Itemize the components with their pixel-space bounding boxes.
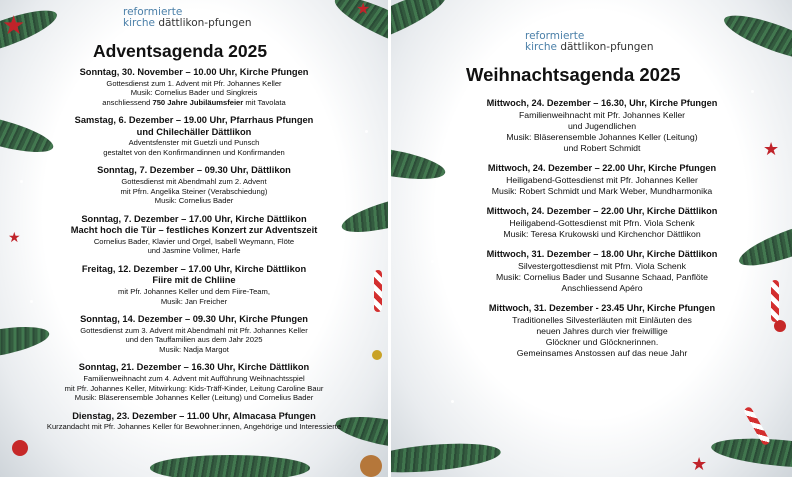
event-detail: Kurzandacht mit Pfr. Johannes Keller für Bewohner:innen, Angehörige und Interessierte xyxy=(46,422,342,432)
event-entry xyxy=(462,98,742,154)
event-detail: mit Pfrn. Angelika Steiner (Verabschiedung) xyxy=(120,186,268,196)
fir-branch-decoration xyxy=(391,439,502,477)
event-detail: Musik: Robert Schmidt und Mark Weber, Mundharmonika xyxy=(491,186,713,197)
event-detail: Musik: Cornelius Bader und Singkreis xyxy=(130,88,258,98)
event-highlight: 750 Jahre Jubiläumsfeier xyxy=(152,97,244,107)
logo-word-kirche: kirche xyxy=(123,17,155,29)
red-star-ornament-icon: ★ xyxy=(2,10,26,40)
event-detail: Heiligabend-Gottesdienst mit Pfrn. Viola Schenk xyxy=(509,217,695,228)
event-entry xyxy=(462,249,742,294)
event-detail: Gottesdienst zum 1. Advent mit Pfr. Johannes Keller xyxy=(106,78,282,88)
red-star-ornament-icon: ★ xyxy=(356,1,371,18)
advent-agenda-title: Adventsagenda 2025 xyxy=(93,41,268,61)
logo-word-kirche: kirche xyxy=(525,41,557,53)
event-entry xyxy=(462,163,742,197)
event-detail: mit Pfr. Johannes Keller, Mitwirkung: Kids-Träff-Kinder, Leitung Caroline Baur xyxy=(64,383,324,393)
event-detail: und Jasmine Vollmer, Harfe xyxy=(147,246,241,256)
event-heading: Sonntag, 7. Dezember – 09.30 Uhr, Dättlikon xyxy=(97,165,291,176)
event-heading: und Chilechäller Dättlikon xyxy=(136,126,252,137)
red-star-ornament-icon: ★ xyxy=(691,454,708,474)
event-detail: Musik: Cornelius Bader xyxy=(154,196,234,206)
event-detail: gestaltet von den Konfirmandinnen und Konfirmanden xyxy=(103,147,285,157)
event-heading: Mittwoch, 31. Dezember – 18.00 Uhr, Kirche Dättlikon xyxy=(486,249,718,260)
event-entry xyxy=(22,67,366,107)
event-heading: Macht hoch die Tür – festliches Konzert zur Adventszeit xyxy=(70,225,318,236)
fir-branch-decoration xyxy=(391,141,447,186)
logo-parish-name: dättlikon-pfungen xyxy=(560,41,654,53)
event-detail: Gemeinsames Anstossen auf das neue Jahr xyxy=(516,348,688,359)
event-entry xyxy=(22,411,366,432)
event-detail: neuen Jahres durch vier freiwillige xyxy=(536,325,668,336)
event-heading: Mittwoch, 24. Dezember – 16.30, Uhr, Kirche Pfungen xyxy=(486,98,718,108)
event-detail: und den Tauffamilien aus dem Jahr 2025 xyxy=(125,335,263,345)
event-detail: Familienweihnacht mit Pfr. Johannes Keller xyxy=(518,109,686,120)
event-heading: Mittwoch, 31. Dezember - 23.45 Uhr, Kirche Pfungen xyxy=(488,303,716,314)
event-detail: Musik: Bläserensemble Johannes Keller (Leitung) xyxy=(506,131,698,142)
christmas-agenda-title: Weihnachtsagenda 2025 xyxy=(466,64,681,85)
red-star-ornament-icon: ★ xyxy=(763,139,780,159)
event-detail: Silvestergottesdienst mit Pfrn. Viola Schenk xyxy=(518,260,686,271)
event-entry xyxy=(22,115,366,157)
event-detail: Heiligabend-Gottesdienst mit Pfr. Johannes Keller xyxy=(506,174,698,185)
event-heading: Dienstag, 23. Dezember – 11.00 Uhr, Almacasa Pfungen xyxy=(72,410,316,421)
event-heading: Sonntag, 21. Dezember – 16.30 Uhr, Kirche Dättlikon xyxy=(78,362,310,373)
event-entry xyxy=(22,264,366,306)
event-entry xyxy=(462,206,742,240)
snowflake-icon xyxy=(751,90,754,93)
church-logo xyxy=(525,31,654,53)
event-entry xyxy=(22,362,366,402)
snowflake-icon xyxy=(451,400,454,403)
fir-branch-decoration xyxy=(710,434,792,472)
event-detail: Cornelius Bader, Klavier und Orgel, Isabell Weymann, Flöte xyxy=(93,236,295,246)
logo-line-1: reformierte xyxy=(525,30,585,42)
event-heading: Samstag, 6. Dezember – 19.00 Uhr, Pfarrhaus Pfungen xyxy=(74,115,314,126)
event-entry xyxy=(22,214,366,256)
event-heading: Freitag, 12. Dezember – 17.00 Uhr, Kirche Dättlikon xyxy=(81,263,307,274)
event-entry xyxy=(22,314,366,354)
event-heading: Mittwoch, 24. Dezember – 22.00 Uhr, Kirche Pfungen xyxy=(487,163,717,174)
event-entry xyxy=(22,165,366,205)
candy-cane-icon xyxy=(374,270,382,312)
event-detail: Musik: Jan Freicher xyxy=(160,296,228,306)
event-heading: Mittwoch, 24. Dezember – 22.00 Uhr, Kirche Dättlikon xyxy=(486,206,718,217)
logo-parish-name: dättlikon-pfungen xyxy=(158,17,252,29)
event-entry xyxy=(462,303,742,359)
christmas-event-list xyxy=(462,98,742,369)
event-detail: und Robert Schmidt xyxy=(563,143,641,154)
church-logo xyxy=(123,7,252,29)
advent-event-list xyxy=(22,67,366,440)
event-detail: anschliessend 750 Jahre Jubiläumsfeier mit Tavolata xyxy=(102,97,286,107)
event-detail: Traditionelles Silvesterläuten mit Einläuten des xyxy=(512,314,692,325)
event-detail: und Jugendlichen xyxy=(567,120,637,131)
event-detail: Anschliessend Apéro xyxy=(561,283,643,294)
fir-branch-decoration xyxy=(735,212,792,274)
gingerbread-icon xyxy=(360,455,382,477)
event-detail: Gottesdienst mit Abendmahl zum 2. Advent xyxy=(121,176,267,186)
event-detail: Glöckner und Glöcknerinnen. xyxy=(545,337,659,348)
event-detail: mit Pfr. Johannes Keller und dem Fiire-Team, xyxy=(118,286,270,296)
logo-line-1: reformierte xyxy=(123,6,183,18)
fir-branch-decoration xyxy=(391,0,451,53)
red-ball-ornament-icon xyxy=(12,440,28,456)
gold-ball-ornament-icon xyxy=(372,350,382,360)
event-heading: Sonntag, 7. Dezember – 17.00 Uhr, Kirche Dättlikon xyxy=(81,213,307,224)
event-heading: Sonntag, 30. November – 10.00 Uhr, Kirche Pfungen xyxy=(79,67,309,77)
event-detail: Adventsfenster mit Guetzli und Punsch xyxy=(128,138,260,148)
event-detail: Musik: Bläserensemble Johannes Keller (Leitung) und Cornelius Bader xyxy=(74,393,314,403)
event-detail: Familienweihnacht zum 4. Advent mit Aufführung Weihnachtsspiel xyxy=(83,373,305,383)
event-detail: Musik: Nadja Margot xyxy=(159,344,229,354)
event-heading: Fiire mit de Chliine xyxy=(152,275,236,286)
fir-branch-decoration xyxy=(720,7,792,69)
red-star-ornament-icon: ★ xyxy=(8,229,21,245)
event-detail: Musik: Teresa Krukowski und Kirchenchor Dättlikon xyxy=(503,228,701,239)
event-detail: Gottesdienst zum 3. Advent mit Abendmahl mit Pfr. Johannes Keller xyxy=(80,325,308,335)
candy-cane-icon xyxy=(771,280,779,322)
event-heading: Sonntag, 14. Dezember – 09.30 Uhr, Kirche Pfungen xyxy=(80,314,308,325)
event-detail: Musik: Cornelius Bader und Susanne Schaad, Panflöte xyxy=(495,271,708,282)
fir-branch-decoration xyxy=(150,455,310,477)
snowflake-icon xyxy=(431,260,434,263)
